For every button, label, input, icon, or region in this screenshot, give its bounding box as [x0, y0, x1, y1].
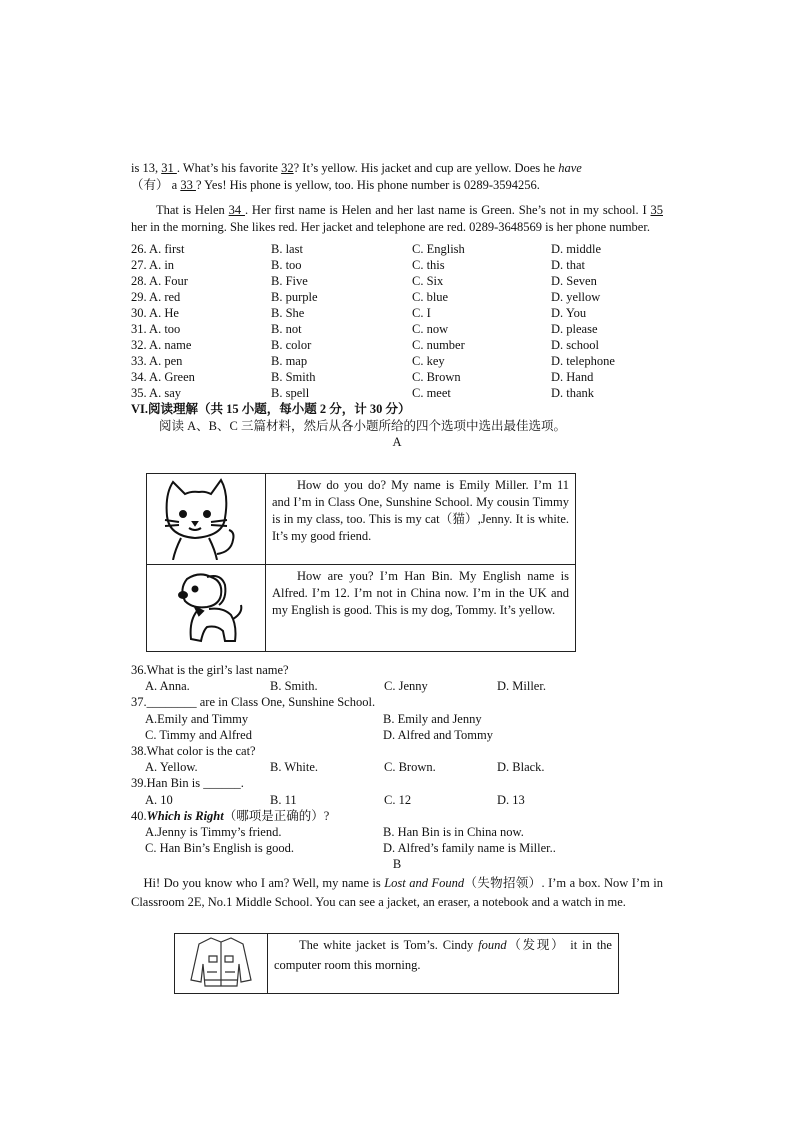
text: That is Helen [156, 203, 229, 217]
option: C. this [412, 258, 445, 272]
option: B. purple [271, 290, 318, 304]
dog-text-cell [266, 565, 576, 652]
passage-label-b: B [392, 857, 402, 872]
question-38-options [131, 759, 663, 775]
question-40 [131, 808, 663, 824]
option: B. 11 [270, 792, 297, 807]
jacket-cell [175, 934, 268, 994]
option: C. Six [412, 274, 444, 288]
option: D. yellow [551, 290, 601, 304]
option: B. Five [271, 274, 308, 288]
text: is 13, [131, 161, 162, 175]
cat-icon [147, 474, 265, 560]
option-row [131, 273, 663, 289]
option: A.Jenny is Timmy’s friend. [145, 825, 282, 840]
cat-cell [147, 474, 266, 565]
text: her in the morning. She likes red. Her jacket and telephone are red. 0289-3648569 is her phone number. [131, 220, 650, 234]
option-row [131, 241, 663, 257]
question-39-options [131, 792, 663, 808]
option: B. Han Bin is in China now. [383, 825, 524, 840]
text: ? It’s yellow. His jacket and cup are yellow. Does he [293, 161, 559, 175]
option: D. Hand [551, 370, 594, 384]
option-row [131, 257, 663, 273]
option: B. too [271, 258, 302, 272]
option-row [131, 337, 663, 353]
blank-33: 33 [180, 178, 196, 192]
cat-passage: How do you do? My name is Emily Miller. I’m 11 and I’m in Class One, Sunshine School. My cousin Timmy is in my class, too. This is my cat（猫）,Jenny. It is white. It’s my good friend. [272, 478, 569, 543]
option: B. Emily and Jenny [383, 711, 482, 726]
option: C. I [412, 306, 431, 320]
option: D. Alfred’s family name is Miller.. [383, 841, 556, 856]
option-row [131, 289, 663, 305]
blank-35: 35 [650, 203, 663, 217]
text-have: have [558, 161, 582, 175]
section-instruction: 阅读 A、B、C 三篇材料，然后从各小题所给的四个选项中选出最佳选项。 [159, 419, 566, 433]
option: C. Han Bin’s English is good. [145, 841, 294, 856]
option: A. 10 [145, 792, 173, 807]
text: 40. [131, 808, 147, 823]
option: D. Seven [551, 274, 597, 288]
question-36: 36.What is the girl’s last name? [131, 663, 289, 677]
option: A. Yellow. [145, 760, 198, 775]
text-emphasis: Lost and Found [384, 876, 465, 891]
option: C. Jenny [384, 679, 428, 694]
option: B. Smith [271, 370, 316, 384]
text-emphasis: found [478, 938, 507, 952]
text-emphasis: Which is Right [146, 808, 224, 823]
option: 27. A. in [131, 258, 175, 272]
option: B. last [271, 242, 303, 256]
blank-31: 31 [161, 161, 177, 175]
option: B. map [271, 354, 308, 368]
option: 26. A. first [131, 242, 185, 256]
option: B. She [271, 306, 305, 320]
passage-a-table [146, 473, 576, 652]
jacket-icon [175, 934, 267, 989]
dog-cell [147, 565, 266, 652]
option: D. You [551, 306, 587, 320]
blank-34: 34 [228, 203, 245, 217]
option: 30. A. He [131, 306, 179, 320]
cloze-para-2 [131, 202, 663, 236]
text: （有） a [131, 178, 181, 192]
jacket-text-cell [268, 934, 619, 994]
text: （发现） it in the computer room this morning. [274, 938, 612, 972]
option: A.Emily and Timmy [145, 711, 249, 726]
option: D. that [551, 258, 586, 272]
option: C. now [412, 322, 449, 336]
option: 31. A. too [131, 322, 181, 336]
option: D. 13 [497, 792, 525, 807]
passage-b-intro [131, 874, 663, 912]
option: D. telephone [551, 354, 615, 368]
question-39: 39.Han Bin is ______. [131, 776, 244, 791]
option-row [131, 385, 663, 401]
option: 34. A. Green [131, 370, 195, 384]
cat-text-cell [266, 474, 576, 565]
question-36-options [131, 678, 663, 694]
option: C. key [412, 354, 445, 368]
text: . Her first name is Helen and her last name is Green. She’s not in my school. I [244, 203, 651, 217]
dog-passage: How are you? I’m Han Bin. My English name is Alfred. I’m 12. I’m not in China now. I’m in the UK and my English is good. This is my dog, Tommy. It’s yellow. [272, 569, 569, 617]
option-row [131, 353, 663, 369]
questions-block [131, 662, 663, 912]
page-content [131, 160, 663, 449]
option: B. White. [270, 760, 319, 775]
option: 32. A. name [131, 338, 192, 352]
text: ? Yes! His phone is yellow, too. His phone number is 0289-3594256. [195, 178, 540, 192]
option: C. Brown. [384, 760, 436, 775]
option: D. Alfred and Tommy [383, 727, 493, 742]
option: D. Black. [497, 760, 545, 775]
question-37-options [131, 711, 663, 743]
option: 28. A. Four [131, 274, 188, 288]
option: B. spell [271, 386, 310, 400]
cloze-para-1 [131, 160, 663, 194]
option: D. Miller. [497, 679, 546, 694]
blank-32: 32 [281, 161, 294, 175]
option: B. Smith. [270, 679, 318, 694]
text: . What’s his favorite [176, 161, 282, 175]
section-title: VI.阅读理解（共 15 小题，每小题 2 分，计 30 分） [131, 402, 411, 416]
option-row [131, 369, 663, 385]
question-38: 38.What color is the cat? [131, 744, 256, 759]
option: C. meet [412, 386, 451, 400]
option: B. not [271, 322, 302, 336]
option: 35. A. say [131, 386, 181, 400]
option: D. middle [551, 242, 601, 256]
option: C. 12 [384, 792, 412, 807]
options-list [131, 241, 663, 401]
question-40-options [131, 824, 663, 856]
option-row [131, 321, 663, 337]
passage-b-table [174, 933, 619, 994]
option: C. Brown [412, 370, 461, 384]
option: C. blue [412, 290, 449, 304]
question-37: 37.________ are in Class One, Sunshine School. [131, 695, 376, 710]
dog-icon [147, 565, 265, 647]
text: （失物招领）. I’m a box. Now I’m in Classroom 2E, No.1 Middle School. You can see a jacket, an eraser, a notebook and a watch in me. [131, 876, 663, 910]
option: B. color [271, 338, 312, 352]
option-row [131, 305, 663, 321]
passage-label-a: A [392, 435, 402, 449]
option: 29. A. red [131, 290, 181, 304]
option: C. number [412, 338, 465, 352]
option: C. English [412, 242, 465, 256]
text: Hi! Do you know who I am? Well, my name is [143, 876, 385, 891]
option: D. school [551, 338, 599, 352]
option: C. Timmy and Alfred [145, 727, 252, 742]
jacket-passage [274, 935, 612, 975]
option: A. Anna. [145, 679, 190, 694]
option: D. please [551, 322, 598, 336]
option: D. thank [551, 386, 595, 400]
text: The white jacket is Tom’s. Cindy [299, 938, 479, 952]
text: （哪项是正确的）? [223, 808, 330, 823]
option: 33. A. pen [131, 354, 183, 368]
